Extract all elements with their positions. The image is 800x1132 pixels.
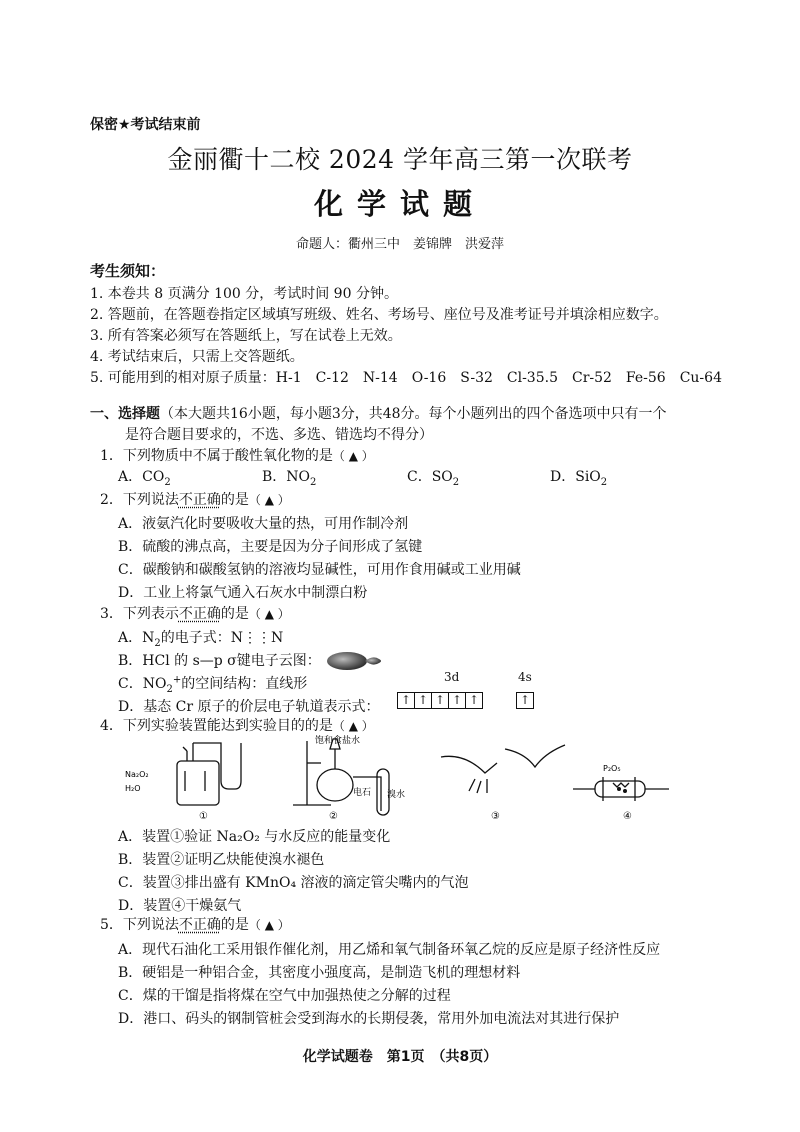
question-2: 2．下列说法不正确的是（ ▲ ） [100, 492, 290, 508]
q2-option-a: A．液氨汽化时要吸收大量的热，可用作制冷剂 [118, 516, 409, 532]
answer-mark: （ ▲ ） [248, 918, 290, 932]
electron-cloud-icon [325, 650, 387, 672]
q4-option-c: C．装置③排出盛有 KMnO₄ 溶液的滴定管尖嘴内的气泡 [118, 875, 469, 891]
question-stem: 1．下列物质中不属于酸性氧化物的是 [100, 448, 333, 464]
emphasis-not: 不正确 [178, 917, 221, 933]
label-brine: 饱和食盐水 [315, 736, 361, 746]
q4-option-b: B．装置②证明乙炔能使溴水褪色 [118, 852, 325, 868]
answer-mark: （ ▲ ） [332, 449, 374, 463]
answer-mark: （ ▲ ） [248, 493, 290, 507]
question-3: 3．下列表示不正确的是（ ▲ ） [100, 606, 290, 622]
q3-option-c: C．$NO_2^+$的空间结构：直线形 [118, 674, 308, 695]
notice-item: 4. 考试结束后，只需上交答题纸。 [90, 349, 304, 365]
question-1 [100, 445, 374, 465]
q1-option-c: C．$SO_2$ [407, 469, 460, 488]
orbital-3d-boxes: ↑ ↑ ↑ ↑ ↑ [398, 690, 483, 709]
label-apparatus-4: ④ [623, 811, 632, 822]
emphasis-not: 不正确 [178, 492, 221, 508]
label-apparatus-3: ③ [491, 811, 500, 822]
section-heading [90, 403, 667, 423]
q2-option-b: B．硫酸的沸点高，主要是因为分子间形成了氢键 [118, 539, 423, 555]
q5-option-b: B．硬铝是一种铝合金，其密度小强度高，是制造飞机的理想材料 [118, 965, 521, 981]
section-desc-2: 是符合题目要求的，不选、多选、错选均不得分） [125, 427, 433, 443]
exam-authors: 命题人：衢州三中 姜锦牌 洪爱萍 [295, 237, 504, 252]
q4-option-d: D．装置④干燥氨气 [118, 898, 242, 914]
q5-option-d: D．港口、码头的钢制管桩会受到海水的长期侵袭，常用外加电流法对其进行保护 [118, 1011, 620, 1027]
answer-mark: （ ▲ ） [332, 719, 374, 733]
q3-option-d: D．基态 Cr 原子的价层电子轨道表示式： [118, 699, 380, 715]
label-bromine-water: 溴水 [387, 790, 406, 800]
section-desc: （本大题共16小题，每小题3分，共48分。每个小题列出的四个备选项中只有一个 [160, 406, 667, 422]
label-na2o2: Na₂O₂ [125, 770, 149, 779]
section-title: 一、选择题 [90, 406, 160, 422]
exam-subject: 化学试题 [313, 187, 486, 221]
notice-item: 5. 可能用到的相对原子质量：H-1 C-12 N-14 O-16 S-32 Cl-35.5 Cr-52 Fe-56 Cu-64 [90, 370, 722, 386]
q1-option-a: A．$CO_2$ [118, 469, 171, 488]
q4-option-a: A．装置①验证 Na₂O₂ 与水反应的能量变化 [118, 829, 391, 845]
page-footer: 化学试题卷 第1页 （共8页） [302, 1049, 498, 1065]
q2-option-c: C．碳酸钠和碳酸氢钠的溶液均显碱性，可用作食用碱或工业用碱 [118, 562, 521, 578]
label-apparatus-2: ② [329, 811, 338, 822]
label-h2o: H₂O [125, 784, 141, 793]
notice-item: 2. 答题前，在答题卷指定区域填写班级、姓名、考场号、座位号及准考证号并填涂相应数字。 [90, 307, 668, 323]
notice-title: 考生须知： [90, 262, 166, 280]
orbital-4s-label: 4s [518, 670, 532, 684]
q5-option-c: C．煤的干馏是指将煤在空气中加强热使之分解的过程 [118, 988, 451, 1004]
q2-option-d: D．工业上将氯气通入石灰水中制漂白粉 [118, 585, 368, 601]
q1-option-b: B．$NO_2$ [262, 469, 317, 488]
orbital-4s-box: ↑ [517, 690, 534, 709]
notice-item: 3. 所有答案必须写在答题纸上，写在试卷上无效。 [90, 328, 402, 344]
label-carbide: 电石 [353, 788, 372, 798]
question-4: 4．下列实验装置能达到实验目的的是（ ▲ ） [100, 718, 374, 734]
emphasis-not: 不正确 [178, 606, 221, 622]
exam-title: 金丽衢十二校 2024 学年高三第一次联考 [167, 145, 633, 174]
label-p2o5: P₂O₅ [603, 764, 621, 773]
confidential-label: 保密★考试结束前 [90, 117, 201, 133]
q3-option-a: A．$N_2$的电子式：N⋮⋮N [118, 630, 284, 649]
answer-mark: （ ▲ ） [248, 607, 290, 621]
question-5: 5．下列说法不正确的是（ ▲ ） [100, 917, 290, 933]
notice-item: 1. 本卷共 8 页满分 100 分，考试时间 90 分钟。 [90, 286, 398, 302]
q5-option-a: A．现代石油化工采用银作催化剂，用乙烯和氧气制备环氧乙烷的反应是原子经济性反应 [118, 942, 661, 958]
apparatus-figure [125, 733, 685, 823]
q1-option-d: D．SiO$_2$ [550, 469, 608, 488]
label-apparatus-1: ① [199, 811, 208, 822]
orbital-3d-label: 3d [444, 670, 460, 684]
q3-option-b: B．HCl 的 s—p σ键电子云图： [118, 650, 387, 672]
